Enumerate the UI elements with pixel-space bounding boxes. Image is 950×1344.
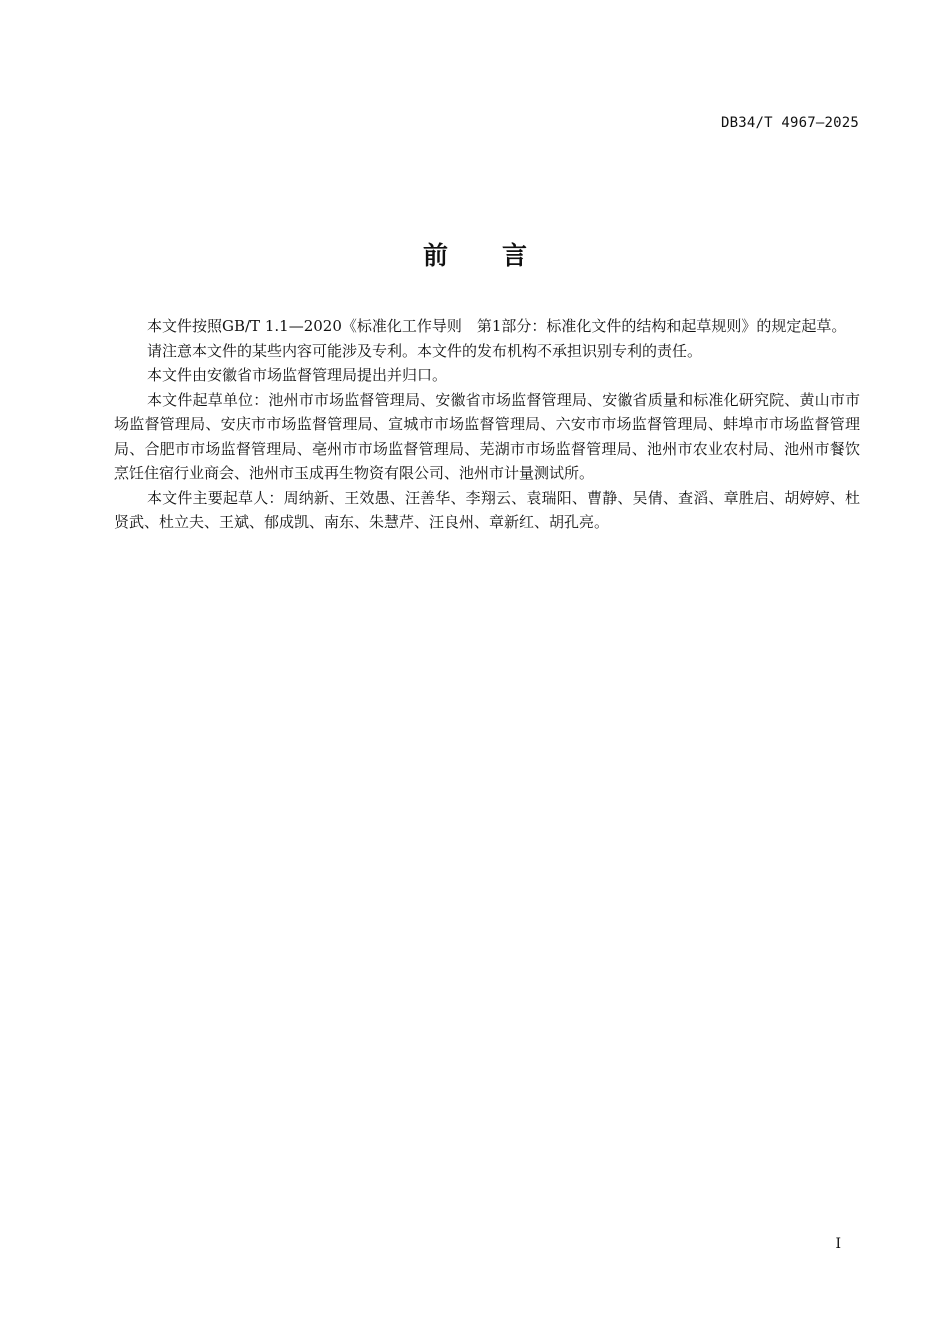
paragraph-drafting-units: 本文件起草单位：池州市市场监督管理局、安徽省市场监督管理局、安徽省质量和标准化研究院、黄山市市场监督管理局、安庆市市场监督管理局、宣城市市场监督管理局、六安市市场监督管理局、蚌埠市市场监督管理局、合肥市市场监督管理局、亳州市市场监督管理局、芜湖市市场监督管理局、池州市农业农村局、池州市餐饮烹饪住宿行业商会、池州市玉成再生物资有限公司、池州市计量测试所。 (114, 390, 860, 482)
foreword-body (114, 314, 860, 535)
paragraph-patent-notice: 请注意本文件的某些内容可能涉及专利。本文件的发布机构不承担识别专利的责任。 (147, 341, 703, 360)
document-code: DB34/T 4967—2025 (720, 115, 859, 131)
page-title: 前言 (422, 241, 581, 270)
paragraph-drafters: 本文件主要起草人：周纳新、王效愚、汪善华、李翔云、袁瑞阳、曹静、吴倩、查滔、章胜启、胡婷婷、杜贤武、杜立夫、王斌、郁成凯、南东、朱慧芹、汪良州、章新红、胡孔亮。 (114, 488, 860, 531)
paragraph-drafting-rules: 本文件按照GB/T 1.1—2020《标准化工作导则 第1部分：标准化文件的结构和起草规则》的规定起草。 (147, 317, 847, 335)
page-number: I (835, 1236, 841, 1252)
paragraph-proposer: 本文件由安徽省市场监督管理局提出并归口。 (147, 366, 448, 384)
